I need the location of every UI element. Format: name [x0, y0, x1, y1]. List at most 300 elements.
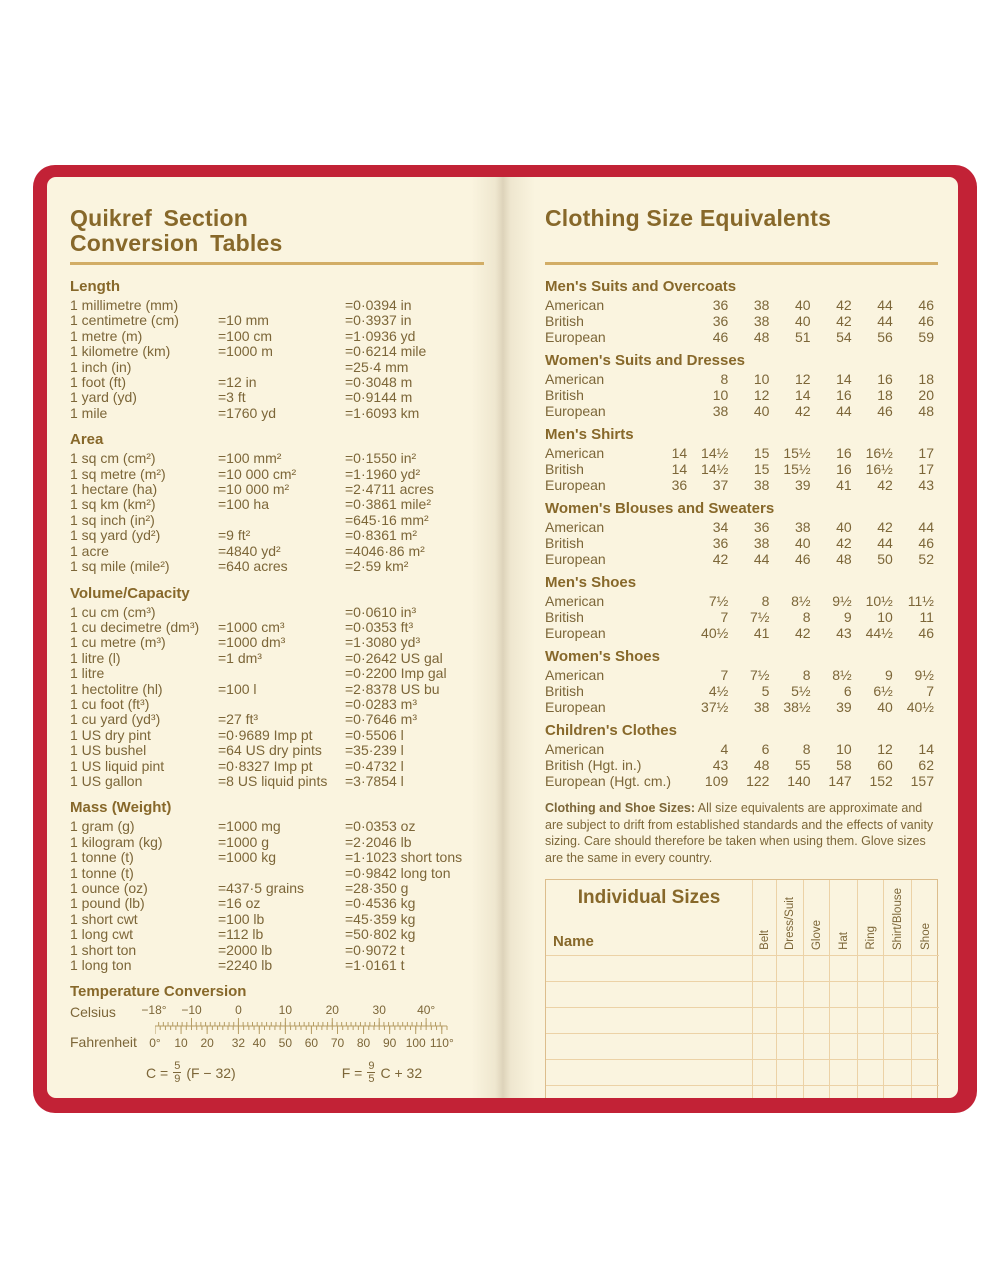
formula-tail: C + 32	[380, 1064, 423, 1081]
size-entry-cell	[777, 1034, 804, 1060]
equivalent-1: =100 lb	[218, 910, 265, 927]
unit-name: 1 hectolitre (hl)	[70, 680, 163, 697]
equivalent-2: =0·2200 Imp gal	[345, 665, 447, 682]
conversion-row	[70, 344, 484, 359]
conversion-row	[70, 375, 484, 390]
section-heading: Area	[70, 431, 104, 449]
rotated-header-label: Ring	[864, 926, 877, 950]
size-value: 59	[918, 329, 934, 345]
size-value: 15½	[783, 445, 811, 461]
size-value	[650, 625, 691, 641]
size-entry-cell	[912, 1060, 939, 1086]
size-entry-cell	[912, 1008, 939, 1034]
size-value: 16	[836, 461, 852, 477]
equivalent-2: =0·3048 m	[345, 374, 413, 391]
size-value: 54	[836, 329, 852, 345]
equivalent-1: =0·9689 Imp pt	[218, 726, 313, 743]
size-row	[545, 741, 938, 757]
size-entry-cell	[858, 1008, 884, 1034]
size-entry-cell	[753, 1086, 777, 1098]
conversion-row	[70, 866, 484, 881]
conversion-row	[70, 835, 484, 850]
size-entry-cell	[858, 1086, 884, 1098]
unit-name: 1 inch (in)	[70, 358, 132, 375]
size-value: 42	[836, 535, 852, 551]
size-value: 34	[712, 519, 729, 535]
size-value: 42	[794, 625, 811, 641]
region-label: British	[545, 609, 584, 625]
equivalent-2: =0·5506 l	[345, 726, 404, 743]
equivalent-2: =0·7646 m³	[345, 711, 417, 728]
rotated-header-label: Belt	[758, 930, 771, 950]
size-value: 14½	[701, 461, 729, 477]
size-value: 55	[794, 757, 811, 773]
size-entry-cell	[884, 1008, 912, 1034]
equivalent-2: =0·0394 in	[345, 297, 412, 313]
size-entry-cell	[753, 956, 777, 982]
size-entry-cell	[912, 982, 939, 1008]
size-entry-cell	[858, 956, 884, 982]
size-value	[650, 313, 691, 329]
size-value: 8	[720, 371, 729, 387]
size-value: 42	[794, 403, 811, 419]
region-label: American	[545, 519, 605, 535]
size-value: 42	[877, 477, 893, 493]
formula-tail: (F − 32)	[186, 1064, 236, 1081]
fahrenheit-tick-label: 20	[200, 1036, 214, 1051]
size-entry-cell	[804, 1060, 830, 1086]
note-lead: Clothing and Shoe Sizes:	[545, 801, 696, 815]
celsius-tick-label: 10	[278, 1003, 293, 1018]
equivalent-2: =1·1023 short tons	[345, 849, 463, 866]
size-value: 12	[877, 741, 893, 757]
size-value: 38½	[783, 699, 811, 715]
size-value: 37½	[701, 699, 729, 715]
red-diary-cover	[33, 165, 977, 1113]
size-value: 152	[869, 773, 893, 789]
size-row	[545, 535, 938, 551]
equivalent-1: =1 dm³	[218, 649, 262, 666]
equivalent-2: =0·0353 ft³	[345, 618, 414, 635]
note-text: All size equivalents are approximate and are subject to drift from established standards and the effects of vanity sizing. Care should therefore be taken when using them. Glove sizes are the same in every country.	[545, 801, 934, 865]
conversion-row	[70, 360, 484, 375]
size-value: 8	[802, 609, 811, 625]
region-label: European (Hgt. cm.)	[545, 773, 672, 789]
fahrenheit-tick-label: 110°	[429, 1036, 454, 1051]
unit-name: 1 sq km (km²)	[70, 496, 156, 513]
size-value: 42	[877, 519, 893, 535]
equivalent-2: =0·9842 long ton	[345, 864, 451, 881]
unit-name: 1 litre (l)	[70, 649, 121, 666]
size-value: 4	[720, 741, 729, 757]
size-entry-cell	[830, 982, 858, 1008]
rotated-column-header	[912, 880, 939, 956]
region-label: European	[545, 403, 606, 419]
size-row	[545, 519, 938, 535]
size-row	[545, 551, 938, 567]
conversion-row	[70, 682, 484, 697]
size-value: 60	[877, 757, 893, 773]
size-value: 40½	[701, 625, 729, 641]
region-label: British (Hgt. in.)	[545, 757, 642, 773]
size-value: 39	[836, 699, 852, 715]
unit-name: 1 tonne (t)	[70, 849, 134, 866]
size-row	[545, 757, 938, 773]
size-value: 9½	[832, 593, 852, 609]
size-value: 8	[802, 667, 811, 683]
size-value: 44	[877, 297, 893, 313]
clothing-section	[545, 648, 938, 715]
size-value: 9½	[914, 667, 934, 683]
size-value: 7½	[708, 593, 729, 609]
size-value: 8½	[832, 667, 852, 683]
unit-name: 1 litre	[70, 665, 105, 682]
conversion-row	[70, 728, 484, 743]
region-label: British	[545, 313, 584, 329]
conversion-row	[70, 559, 484, 574]
unit-name: 1 kilometre (km)	[70, 343, 171, 360]
section-heading: Women's Blouses and Sweaters	[545, 500, 775, 517]
size-value: 7	[720, 609, 729, 625]
size-value: 16	[836, 387, 852, 403]
size-value: 43	[712, 757, 729, 773]
conversion-row	[70, 697, 484, 712]
size-value: 18	[918, 371, 934, 387]
equivalent-1	[218, 666, 345, 681]
equivalent-1: =10 000 cm²	[218, 465, 297, 482]
equivalent-1: =100 cm	[218, 327, 273, 344]
equivalent-2: =0·9072 t	[345, 941, 405, 958]
fraction-denominator: 9	[174, 1073, 181, 1086]
temperature-conversion-section	[70, 983, 484, 1084]
clothing-section	[545, 352, 938, 419]
unit-name: 1 hectare (ha)	[70, 481, 158, 498]
fahrenheit-tick-label: 90	[382, 1036, 397, 1051]
fahrenheit-tick-label: 40	[252, 1036, 266, 1051]
size-value: 14	[671, 445, 688, 461]
equivalent-2: =0·9144 m	[345, 389, 413, 406]
conversion-row	[70, 544, 484, 559]
unit-name: 1 metre (m)	[70, 327, 143, 344]
region-label: American	[545, 593, 605, 609]
size-value	[650, 551, 691, 567]
region-label: British	[545, 387, 584, 403]
size-value: 14	[918, 741, 934, 757]
size-value: 18	[877, 387, 893, 403]
rotated-header-label: Hat	[837, 932, 850, 950]
unit-name: 1 long cwt	[70, 926, 134, 943]
equivalent-1: =1000 cm³	[218, 618, 285, 635]
section-heading: Men's Suits and Overcoats	[545, 278, 737, 295]
size-value: 157	[910, 773, 934, 789]
equivalent-2: =0·3861 mile²	[345, 496, 431, 513]
size-value: 6½	[873, 683, 893, 699]
region-label: European	[545, 625, 606, 641]
size-value	[650, 519, 691, 535]
size-value: 42	[712, 551, 729, 567]
equivalent-2: =0·0283 m³	[345, 695, 417, 712]
size-row	[545, 461, 938, 477]
equivalent-1: =27 ft³	[218, 711, 259, 728]
formula-lead: C =	[146, 1064, 169, 1081]
equivalent-1: =100 l	[218, 680, 257, 697]
conversion-row	[70, 467, 484, 482]
equivalent-1: =12 in	[218, 374, 257, 391]
size-value: 6	[843, 683, 852, 699]
equivalent-1: =2000 lb	[218, 941, 273, 958]
size-entry-cell	[777, 1086, 804, 1098]
conversion-row	[70, 927, 484, 942]
temperature-formulas	[146, 1061, 484, 1084]
size-value: 40½	[906, 699, 934, 715]
conversion-row	[70, 313, 484, 328]
size-entry-cell	[777, 982, 804, 1008]
size-value: 39	[794, 477, 811, 493]
fahrenheit-tick-label: 50	[278, 1036, 293, 1051]
celsius-tick-label: 40°	[417, 1003, 436, 1018]
title-line-2: Conversion Tables	[70, 230, 283, 256]
equivalent-2: =2·8378 US bu	[345, 680, 440, 697]
conversion-row	[70, 329, 484, 344]
clothing-section	[545, 500, 938, 567]
equivalent-1: =64 US dry pints	[218, 742, 322, 759]
region-label: American	[545, 445, 605, 461]
size-value: 48	[836, 551, 852, 567]
unit-name: 1 cu decimetre (dm³)	[70, 618, 200, 635]
size-value: 10½	[865, 593, 893, 609]
title-line-1: Quikref Section	[70, 205, 248, 231]
equivalent-1: =10 000 m²	[218, 481, 290, 498]
equivalent-1: =2240 lb	[218, 957, 273, 974]
size-value: 15½	[783, 461, 811, 477]
region-label: American	[545, 371, 605, 387]
size-value: 44	[918, 519, 934, 535]
equivalent-2: =0·3937 in	[345, 312, 412, 329]
celsius-tick-label: 0	[235, 1003, 242, 1018]
fraction	[173, 1061, 181, 1084]
size-entry-cell	[753, 982, 777, 1008]
conversion-row	[70, 759, 484, 774]
celsius-tick-label: 30	[372, 1003, 386, 1018]
size-entry-cell	[804, 1034, 830, 1060]
equivalent-1: =112 lb	[218, 926, 264, 943]
fraction-denominator: 5	[368, 1073, 375, 1086]
clothing-section	[545, 278, 938, 345]
conversion-section	[70, 278, 484, 421]
size-value	[650, 741, 691, 757]
region-label: European	[545, 329, 606, 345]
equivalent-1: =3 ft	[218, 389, 246, 406]
unit-name: 1 tonne (t)	[70, 864, 134, 881]
size-entry-cell	[830, 1086, 858, 1098]
rotated-column-header	[753, 880, 777, 956]
size-value	[650, 387, 691, 403]
conversion-row	[70, 513, 484, 528]
equivalent-1: =437·5 grains	[218, 880, 305, 896]
size-row	[545, 313, 938, 329]
size-value: 6	[761, 741, 770, 757]
equivalent-1: =100 ha	[218, 496, 269, 513]
celsius-tick-labels	[141, 1003, 455, 1018]
section-heading: Women's Suits and Dresses	[545, 352, 746, 369]
rotated-header-label: Shoe	[919, 923, 932, 950]
scale-area	[141, 1003, 455, 1051]
size-value: 42	[836, 313, 852, 329]
equivalent-2: =0·0610 in³	[345, 603, 417, 620]
fahrenheit-label: Fahrenheit	[70, 1034, 137, 1051]
clothing-section	[545, 574, 938, 641]
temperature-ruler	[155, 1018, 455, 1035]
equivalent-2: =1·6093 km	[345, 404, 420, 421]
name-entry-cell	[546, 1008, 753, 1034]
conversion-row	[70, 620, 484, 635]
size-entry-cell	[753, 1008, 777, 1034]
name-entry-cell	[546, 982, 753, 1008]
size-value	[650, 329, 691, 345]
size-value: 36	[712, 297, 729, 313]
size-value: 44	[753, 551, 770, 567]
conversion-row	[70, 881, 484, 896]
conversion-row	[70, 298, 484, 313]
unit-name: 1 US dry pint	[70, 726, 151, 743]
size-value: 46	[918, 625, 934, 641]
size-value: 15	[753, 445, 770, 461]
size-value: 140	[787, 773, 811, 789]
size-entry-cell	[884, 982, 912, 1008]
size-value: 44	[877, 313, 893, 329]
size-value: 50	[877, 551, 893, 567]
equivalent-2: =0·4536 kg	[345, 895, 416, 912]
conversion-section	[70, 799, 484, 973]
size-value	[650, 757, 691, 773]
unit-name: 1 centimetre (cm)	[70, 312, 179, 329]
conversion-row	[70, 605, 484, 620]
size-value: 10	[712, 387, 729, 403]
size-value: 48	[918, 403, 934, 419]
size-value: 44	[836, 403, 852, 419]
size-value: 46	[918, 313, 934, 329]
equivalent-2: =1·1960 yd²	[345, 465, 421, 482]
equivalent-2: =0·8361 m²	[345, 527, 417, 544]
section-heading: Women's Shoes	[545, 648, 660, 665]
size-value: 11	[919, 609, 934, 625]
size-value	[650, 609, 691, 625]
unit-name: 1 long ton	[70, 957, 132, 974]
section-heading: Volume/Capacity	[70, 584, 190, 602]
size-value: 9	[885, 667, 893, 683]
equivalent-1: =1000 mg	[218, 818, 281, 835]
conversion-section	[70, 585, 484, 790]
size-value: 7	[720, 667, 729, 683]
clothing-section	[545, 722, 938, 789]
size-value: 17	[918, 461, 934, 477]
size-value	[650, 683, 691, 699]
equivalent-1: =8 US liquid pints	[218, 772, 328, 789]
sizing-note	[545, 800, 938, 866]
size-value: 36	[753, 519, 770, 535]
unit-name: 1 mile	[70, 404, 108, 421]
fraction-numerator: 9	[368, 1060, 375, 1073]
celsius-tick-label: −18°	[141, 1003, 167, 1018]
rotated-column-header	[830, 880, 858, 956]
size-value: 109	[704, 773, 729, 789]
conversion-row	[70, 528, 484, 543]
size-value: 38	[753, 535, 770, 551]
celsius-label: Celsius	[70, 1004, 116, 1021]
fraction	[367, 1061, 375, 1084]
equivalent-1: =1000 kg	[218, 849, 276, 866]
size-entry-cell	[830, 956, 858, 982]
unit-name: 1 cu yard (yd³)	[70, 711, 161, 728]
unit-name: 1 short cwt	[70, 910, 138, 927]
equivalent-2: =0·4732 l	[345, 757, 404, 774]
equivalent-1: =0·8327 Imp pt	[218, 757, 313, 774]
equivalent-2: =645·16 mm²	[345, 511, 429, 528]
conversion-row	[70, 896, 484, 911]
size-value: 12	[794, 371, 811, 387]
fahrenheit-tick-label: 70	[330, 1036, 345, 1051]
size-value: 38	[753, 313, 770, 329]
size-value: 14	[794, 387, 811, 403]
rotated-header-label: Glove	[810, 919, 823, 950]
region-label: American	[545, 667, 605, 683]
unit-name: 1 US liquid pint	[70, 757, 165, 774]
size-entry-cell	[777, 956, 804, 982]
section-heading: Men's Shoes	[545, 574, 637, 591]
size-row	[545, 387, 938, 403]
size-row	[545, 477, 938, 493]
conversion-row	[70, 958, 484, 973]
size-row	[545, 371, 938, 387]
size-value	[650, 593, 691, 609]
unit-name: 1 cu foot (ft³)	[70, 695, 150, 712]
fahrenheit-tick-label: 100	[405, 1036, 426, 1051]
size-value: 40	[794, 313, 811, 329]
size-value	[650, 297, 691, 313]
unit-name: 1 pound (lb)	[70, 895, 145, 912]
unit-name: 1 sq yard (yd²)	[70, 527, 161, 544]
size-entry-cell	[858, 982, 884, 1008]
unit-name: 1 US bushel	[70, 742, 147, 759]
equivalent-1: =1000 m	[218, 343, 273, 360]
size-entry-cell	[884, 1060, 912, 1086]
equivalent-2: =25·4 mm	[345, 358, 409, 375]
unit-name: 1 ounce (oz)	[70, 880, 148, 896]
size-value: 58	[836, 757, 852, 773]
rotated-header-label: Shirt/Blouse	[891, 887, 904, 950]
size-row	[545, 625, 938, 641]
size-value: 40	[794, 535, 811, 551]
clothing-section	[545, 426, 938, 493]
unit-name: 1 foot (ft)	[70, 374, 127, 391]
size-value: 44	[877, 535, 893, 551]
region-label: European	[545, 551, 606, 567]
size-row	[545, 773, 938, 789]
equivalent-2: =1·0936 yd	[345, 327, 416, 344]
size-value	[650, 403, 691, 419]
unit-name: 1 acre	[70, 542, 109, 559]
size-value: 48	[753, 329, 770, 345]
equivalent-2: =45·359 kg	[345, 910, 416, 927]
conversion-row	[70, 943, 484, 958]
unit-name: 1 US gallon	[70, 772, 143, 789]
size-value: 14	[671, 461, 688, 477]
equivalent-2: =0·1550 in²	[345, 450, 417, 467]
size-value: 40	[794, 297, 811, 313]
equivalent-1: =16 oz	[218, 895, 261, 912]
temperature-scale	[70, 1003, 484, 1051]
conversion-row	[70, 451, 484, 466]
